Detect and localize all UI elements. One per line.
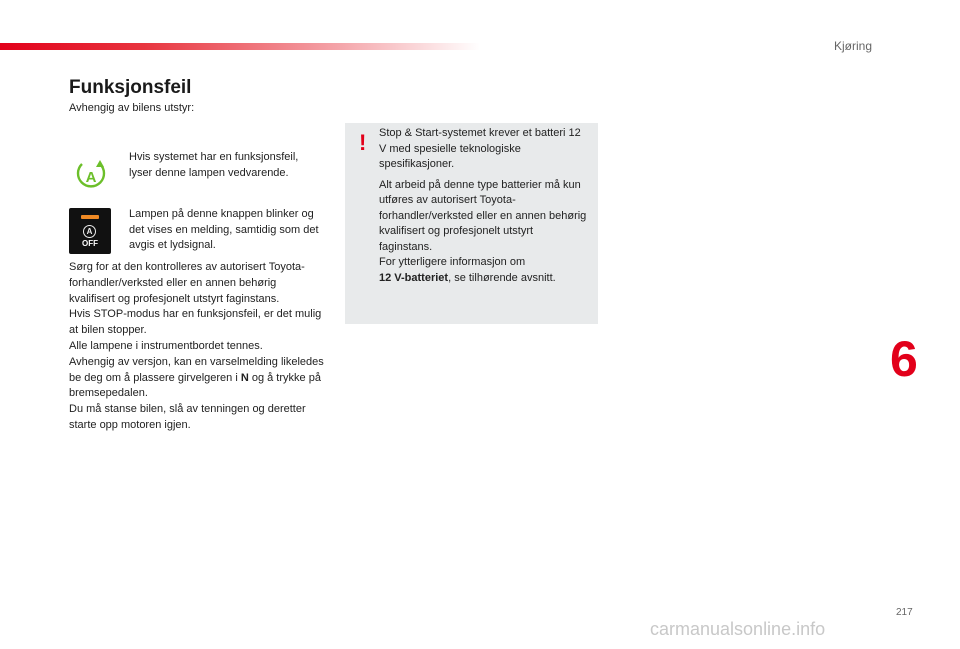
- body-paragraph: Alle lampene i instrumentbordet tennes.: [69, 339, 263, 352]
- chapter-number: 6: [890, 331, 918, 387]
- section-name: Kjøring: [833, 39, 872, 53]
- gear-position-n: N: [240, 371, 249, 384]
- body-paragraph: Du må stanse bilen, slå av tenningen og deretter starte opp motoren igjen.: [69, 403, 306, 431]
- body-text: [69, 260, 324, 434]
- watermark: carmanualsonline.info: [650, 619, 826, 639]
- warning-paragraph: [379, 178, 589, 287]
- stop-start-a-icon: [74, 160, 108, 190]
- warning-text: [379, 126, 589, 291]
- body-paragraph: Sørg for at den kontrolleres av autorisert Toyota-forhandler/verksted eller en annen behørig kvalifisert og profesjonelt utstyrt faginstans.: [69, 261, 305, 305]
- warning-text-span: , se tilhørende avsnitt.: [448, 271, 556, 284]
- warning-text-span: Alt arbeid på denne type batterier må kun utføres av autorisert Toyota-forhandler/verksted eller en annen behørig kvalifisert og profesjonelt utstyrt faginstans.: [379, 178, 587, 253]
- warning-text-span: For ytterligere informasjon om: [379, 256, 526, 268]
- warning-paragraph: Stop & Start-systemet krever et batteri 12 V med spesielle teknologiske spesifikasjoner.: [379, 127, 581, 170]
- body-paragraph: Hvis STOP-modus har en funksjonsfeil, er det mulig at bilen stopper.: [69, 308, 322, 337]
- body-text-span: Avhengig av versjon, kan en varselmelding likeledes be deg om å plassere girvelgeren i: [69, 355, 324, 384]
- button-a-symbol: A: [83, 225, 96, 238]
- intro-text: Avhengig av bilens utstyr:: [69, 102, 195, 114]
- button-description: Lampen på denne knappen blinker og det vises en melding, samtidig som det avgis et lydsignal.: [129, 208, 319, 251]
- button-off-label: OFF: [82, 239, 98, 248]
- header-accent-bar: [0, 43, 480, 50]
- warning-icon: !: [359, 130, 367, 155]
- body-paragraph: [69, 355, 324, 402]
- battery-reference: 12 V-batteriet: [379, 271, 449, 284]
- body-text-span: og å trykke på bremsepedalen.: [69, 371, 321, 400]
- warning-box: [345, 123, 598, 324]
- page-title: Funksjonsfeil: [69, 77, 192, 98]
- svg-text:A: A: [85, 169, 97, 186]
- page-number: 217: [896, 607, 913, 618]
- button-indicator-light: [81, 215, 99, 219]
- lamp-description: Hvis systemet har en funksjonsfeil, lyser denne lampen vedvarende.: [129, 151, 299, 179]
- stop-start-off-button-icon: [69, 208, 111, 254]
